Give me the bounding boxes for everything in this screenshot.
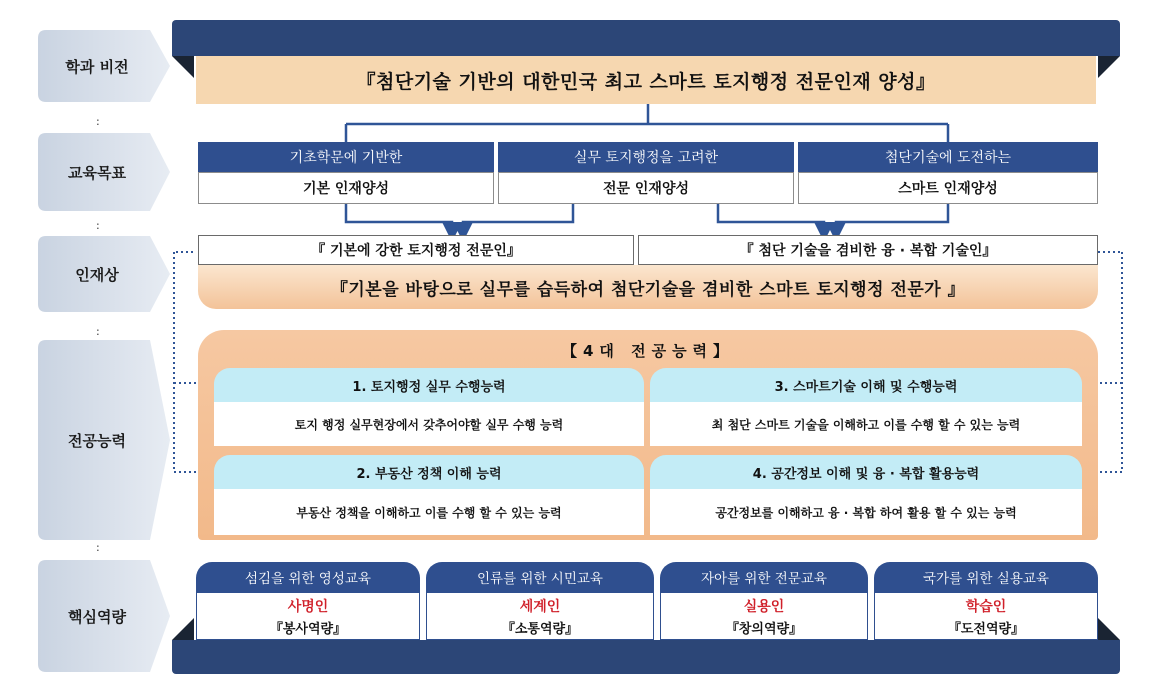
core-1-head: 섬김을 위한 영성교육: [196, 562, 420, 592]
separator: :: [96, 325, 100, 338]
core-4-body: [874, 592, 1098, 640]
core-1-tag: 『봉사역량』: [269, 621, 347, 637]
vision-top-bar: [172, 20, 1120, 56]
goal-2-body: 전문 인재양성: [498, 172, 794, 204]
label-competency: 전공능력: [38, 340, 170, 540]
core-1-name: 사명인: [287, 598, 329, 615]
vision-statement: 『첨단기술 기반의 대한민국 최고 스마트 토지행정 전문인재 양성』: [196, 56, 1096, 104]
core-bar-corner-left: [172, 618, 194, 640]
goal-1-head: 기초학문에 기반한: [198, 142, 494, 172]
core-4-tag: 『도전역량』: [947, 621, 1025, 637]
competency-4-head: 4. 공간정보 이해 및 융 · 복합 활용능력: [650, 455, 1082, 489]
label-talent: 인재상: [38, 236, 170, 312]
competency-3-head: 3. 스마트기술 이해 및 수행능력: [650, 368, 1082, 402]
core-2-head: 인류를 위한 시민교육: [426, 562, 654, 592]
core-4-name: 학습인: [965, 598, 1007, 615]
competency-2-body: 부동산 정책을 이해하고 이를 수행 할 수 있는 능력: [214, 489, 644, 535]
vision-bar-corner-left: [172, 56, 194, 78]
core-4-head: 국가를 위한 실용교육: [874, 562, 1098, 592]
core-3-head: 자아를 위한 전문교육: [660, 562, 868, 592]
competency-1-head: 1. 토지행정 실무 수행능력: [214, 368, 644, 402]
core-3-body: [660, 592, 868, 640]
separator: :: [96, 115, 100, 128]
goal-3-body: 스마트 인재양성: [798, 172, 1098, 204]
goal-1-body: 기본 인재양성: [198, 172, 494, 204]
core-bar-corner-right: [1098, 618, 1120, 640]
competency-3-body: 최 첨단 스마트 기술을 이해하고 이를 수행 할 수 있는 능력: [650, 402, 1082, 446]
goal-2-head: 실무 토지행정을 고려한: [498, 142, 794, 172]
competency-title: 【4대 전공능력】: [561, 341, 735, 360]
vision-bar-corner-right: [1098, 56, 1120, 78]
label-core: 핵심역량: [38, 560, 170, 672]
goal-3-head: 첨단기술에 도전하는: [798, 142, 1098, 172]
core-1-body: [196, 592, 420, 640]
separator: :: [96, 219, 100, 232]
label-goals: 교육목표: [38, 133, 170, 211]
competency-1-body: 토지 행정 실무현장에서 갖추어야할 실무 수행 능력: [214, 402, 644, 446]
core-3-name: 실용인: [743, 598, 785, 615]
talent-2: 『 첨단 기술을 겸비한 융 · 복합 기술인』: [638, 235, 1098, 265]
competency-2-head: 2. 부동산 정책 이해 능력: [214, 455, 644, 489]
separator: :: [96, 541, 100, 554]
core-2-body: [426, 592, 654, 640]
core-2-name: 세계인: [519, 598, 561, 615]
core-3-tag: 『창의역량』: [725, 621, 803, 637]
talent-summary: 『기본을 바탕으로 실무를 습득하여 첨단기술을 겸비한 스마트 토지행정 전문가 』: [198, 265, 1098, 309]
competency-4-body: 공간정보를 이해하고 융 · 복합 하여 활용 할 수 있는 능력: [650, 489, 1082, 535]
label-vision: 학과 비전: [38, 30, 170, 102]
talent-1: 『 기본에 강한 토지행정 전문인』: [198, 235, 634, 265]
core-2-tag: 『소통역량』: [501, 621, 579, 637]
core-bottom-bar: [172, 640, 1120, 674]
